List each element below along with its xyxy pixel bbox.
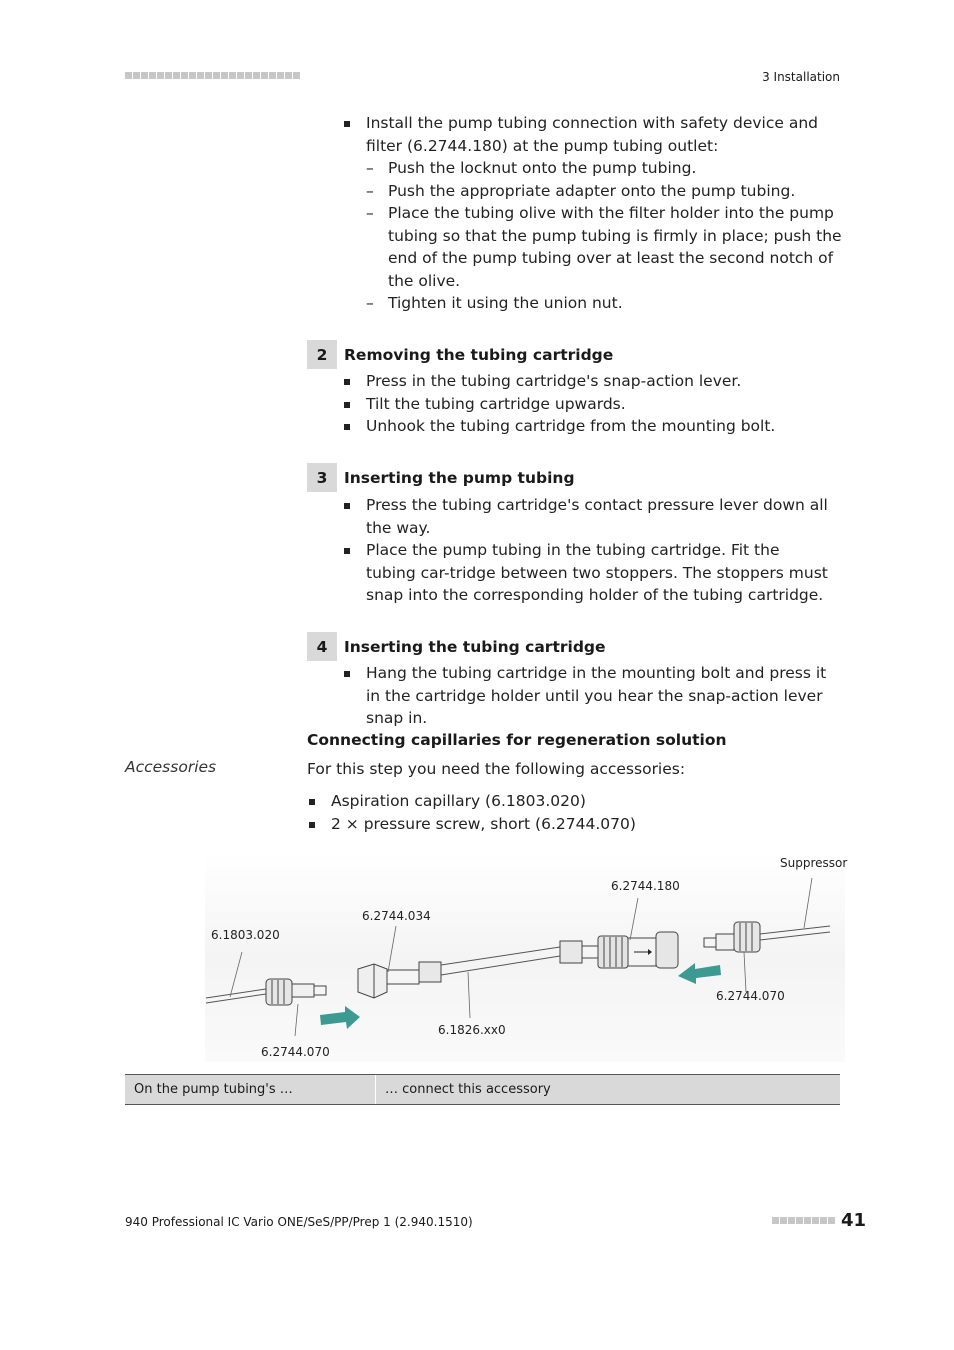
step-2-heading bbox=[307, 340, 613, 369]
list-item: Tilt the tubing cartridge upwards. bbox=[342, 393, 842, 416]
list-item: Aspiration capillary (6.1803.020) bbox=[307, 790, 837, 813]
list-item: Press in the tubing cartridge's snap-action lever. bbox=[342, 370, 842, 393]
label-6-2744-180: 6.2744.180 bbox=[611, 879, 680, 893]
step-4-heading bbox=[307, 632, 606, 661]
section-intro: For this step you need the following accessories: bbox=[307, 760, 686, 778]
list-item: Hang the tubing cartridge in the mounting bolt and press it in the cartridge holder until you hear the snap-action lever snap in. bbox=[342, 662, 842, 730]
label-6-2744-070-left: 6.2744.070 bbox=[261, 1045, 330, 1059]
connection-table-header bbox=[125, 1074, 840, 1105]
label-6-2744-070-right: 6.2744.070 bbox=[716, 989, 785, 1003]
list-item: Press the tubing cartridge's contact pressure lever down all the way. bbox=[342, 494, 834, 539]
label-6-1803-020: 6.1803.020 bbox=[211, 928, 280, 942]
label-suppressor: Suppressor bbox=[780, 856, 848, 870]
accessories-list bbox=[307, 790, 837, 835]
figure-background bbox=[205, 852, 848, 1062]
step-number: 2 bbox=[307, 340, 337, 369]
footer-page bbox=[772, 1210, 866, 1231]
section-heading: Connecting capillaries for regeneration solution bbox=[307, 731, 727, 749]
substep: – Push the locknut onto the pump tubing. bbox=[366, 157, 842, 180]
list-item: 2 × pressure screw, short (6.2744.070) bbox=[307, 813, 837, 836]
step-title: Removing the tubing cartridge bbox=[344, 345, 614, 364]
step-3-list bbox=[342, 494, 834, 607]
table-header-col1: On the pump tubing's … bbox=[125, 1075, 376, 1104]
substep: – Push the appropriate adapter onto the pump tubing. bbox=[366, 180, 842, 203]
intro-bullet-text: Install the pump tubing connection with safety device and filter (6.2744.180) at the pump tubing outlet: bbox=[366, 114, 818, 155]
substep: – Place the tubing olive with the filter holder into the pump tubing so that the pump tubing is firmly in place; push the end of the pump tubing over at least the second notch of the olive. bbox=[366, 202, 842, 292]
step-2-list bbox=[342, 370, 842, 438]
footer-product: 940 Professional IC Vario ONE/SeS/PP/Prep 1 (2.940.1510) bbox=[125, 1215, 473, 1229]
step-number: 4 bbox=[307, 632, 337, 661]
page-number: 41 bbox=[840, 1210, 866, 1231]
figure-drawing bbox=[200, 852, 848, 1062]
label-6-1826-xx0: 6.1826.xx0 bbox=[438, 1023, 506, 1037]
step-number: 3 bbox=[307, 463, 337, 492]
list-item: Place the pump tubing in the tubing cartridge. Fit the tubing car-tridge between two stoppers. The stoppers must snap into the corresponding holder of the tubing cartridge. bbox=[342, 539, 834, 607]
step-4-list bbox=[342, 662, 842, 730]
substep: – Tighten it using the union nut. bbox=[366, 292, 842, 315]
header-chapter: 3 Installation bbox=[762, 70, 840, 84]
label-6-2744-034: 6.2744.034 bbox=[362, 909, 431, 923]
footer-decoration bbox=[772, 1217, 835, 1224]
capillary-connection-figure bbox=[200, 852, 848, 1062]
intro-block bbox=[342, 112, 842, 315]
step-title: Inserting the tubing cartridge bbox=[344, 637, 606, 656]
intro-bullet bbox=[342, 112, 842, 315]
header-decoration bbox=[125, 72, 300, 79]
step-title: Inserting the pump tubing bbox=[344, 468, 575, 487]
step-3-heading bbox=[307, 463, 575, 492]
margin-label: Accessories bbox=[125, 758, 217, 776]
table-header-col2: … connect this accessory bbox=[385, 1082, 551, 1097]
list-item: Unhook the tubing cartridge from the mounting bolt. bbox=[342, 415, 842, 438]
